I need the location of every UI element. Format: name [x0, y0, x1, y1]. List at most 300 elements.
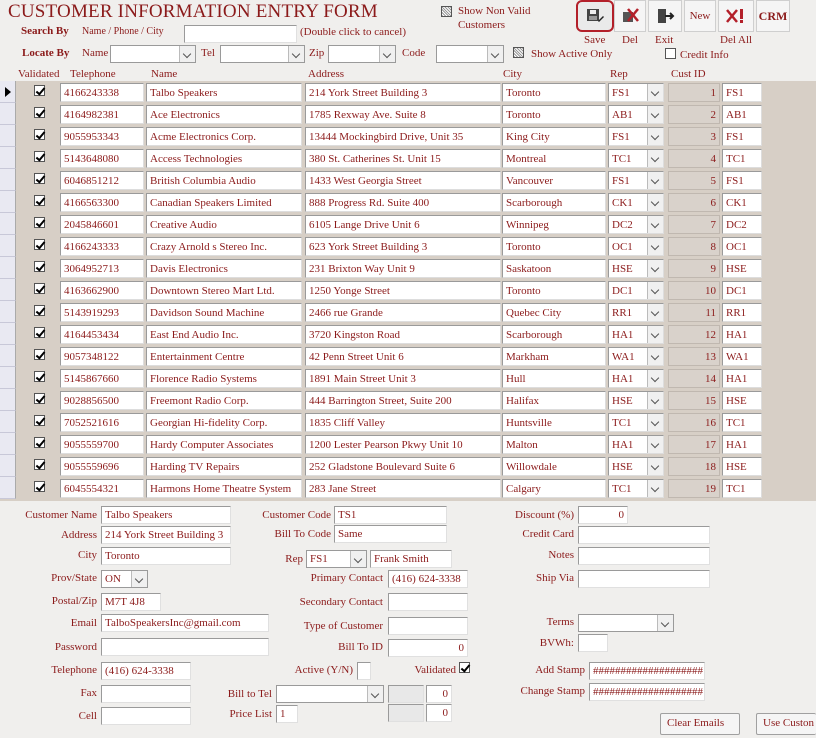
- rep-cell[interactable]: [608, 457, 664, 476]
- locate-code-combo[interactable]: [436, 45, 504, 63]
- chevron-down-icon[interactable]: [647, 106, 663, 123]
- row-selector[interactable]: [0, 169, 16, 191]
- row-selector[interactable]: [0, 103, 16, 125]
- cust-id-cell-text: 18: [705, 461, 716, 473]
- rep-cell[interactable]: [608, 281, 664, 300]
- row-selector[interactable]: [0, 301, 16, 323]
- code-cell[interactable]: [722, 435, 762, 454]
- chevron-down-icon[interactable]: [288, 46, 304, 62]
- cust-id-cell: [668, 259, 720, 278]
- code-cell[interactable]: [722, 259, 762, 278]
- row-selector[interactable]: [0, 235, 16, 257]
- bill-to-id-label: Bill To ID: [338, 641, 383, 653]
- show-non-valid-checkbox[interactable]: [441, 6, 452, 17]
- bill-to-code-field[interactable]: Same: [334, 525, 447, 543]
- address-cell-text: 888 Progress Rd. Suite 400: [309, 197, 430, 209]
- cust-id-cell: [668, 281, 720, 300]
- rep-cell-text: HSE: [612, 461, 633, 473]
- validated-checkbox[interactable]: [34, 349, 45, 360]
- credit-info-checkbox[interactable]: [665, 48, 676, 59]
- address-cell[interactable]: [305, 369, 501, 388]
- bill-to-id-field[interactable]: 0: [388, 639, 468, 657]
- chevron-down-icon[interactable]: [647, 128, 663, 145]
- telephone-cell[interactable]: [60, 479, 144, 498]
- address-cell-text: 283 Jane Street: [309, 483, 377, 495]
- code-cell[interactable]: [722, 369, 762, 388]
- rep-cell[interactable]: [608, 193, 664, 212]
- address-cell[interactable]: [305, 457, 501, 476]
- city-cell[interactable]: [502, 413, 606, 432]
- validated-checkbox[interactable]: [459, 662, 470, 673]
- validated-checkbox[interactable]: [34, 305, 45, 316]
- table-row[interactable]: [0, 147, 816, 169]
- show-non-valid-label: Show Non Valid: [458, 5, 531, 17]
- name-cell[interactable]: [146, 259, 302, 278]
- cust-id-cell: [668, 215, 720, 234]
- chevron-down-icon[interactable]: [647, 216, 663, 233]
- rep-cell[interactable]: [608, 83, 664, 102]
- table-row[interactable]: [0, 455, 816, 477]
- table-row[interactable]: [0, 477, 816, 499]
- chevron-down-icon[interactable]: [350, 551, 366, 567]
- notes-field[interactable]: [578, 547, 710, 565]
- show-non-valid-label-2: Customers: [458, 19, 506, 31]
- cell-field[interactable]: [101, 707, 191, 725]
- address-cell[interactable]: [305, 435, 501, 454]
- table-row[interactable]: [0, 81, 816, 103]
- rep-cell-text: CK1: [612, 197, 633, 209]
- delete-label: Del: [622, 34, 638, 46]
- rep-combo[interactable]: [306, 550, 367, 568]
- validated-checkbox[interactable]: [34, 217, 45, 228]
- city-cell-text: Toronto: [506, 87, 541, 99]
- cust-id-cell: [668, 237, 720, 256]
- name-cell[interactable]: [146, 105, 302, 124]
- chevron-down-icon[interactable]: [647, 194, 663, 211]
- current-row-arrow-icon: [5, 87, 11, 97]
- telephone-cell[interactable]: [60, 281, 144, 300]
- cust-id-cell: [668, 413, 720, 432]
- row-selector[interactable]: [0, 147, 16, 169]
- validated-checkbox[interactable]: [34, 239, 45, 250]
- code-cell[interactable]: [722, 171, 762, 190]
- code-cell[interactable]: [722, 479, 762, 498]
- postal-field[interactable]: M7T 4J8: [101, 593, 161, 611]
- telephone-cell[interactable]: [60, 347, 144, 366]
- rep-cell[interactable]: [608, 171, 664, 190]
- telephone-cell[interactable]: [60, 105, 144, 124]
- address-cell[interactable]: [305, 127, 501, 146]
- name-cell[interactable]: [146, 281, 302, 300]
- code-cell[interactable]: [722, 281, 762, 300]
- row-selector[interactable]: [0, 81, 16, 103]
- row-selector[interactable]: [0, 367, 16, 389]
- rep-cell-text: DC2: [612, 219, 633, 231]
- telephone-cell-text: 9055953343: [64, 131, 119, 143]
- rep-cell[interactable]: [608, 303, 664, 322]
- locate-by-label: Locate By: [22, 47, 70, 59]
- city-cell-text: Toronto: [506, 109, 541, 121]
- address-cell[interactable]: [305, 215, 501, 234]
- address-cell-text: 1835 Cliff Valley: [309, 417, 385, 429]
- address-cell-text: 3720 Kingston Road: [309, 329, 401, 341]
- fax-field[interactable]: [101, 685, 191, 703]
- table-row[interactable]: [0, 169, 816, 191]
- city-cell[interactable]: [502, 83, 606, 102]
- table-row[interactable]: [0, 367, 816, 389]
- table-row[interactable]: [0, 323, 816, 345]
- city-cell[interactable]: [502, 391, 606, 410]
- city-cell-text: Hull: [506, 373, 526, 385]
- telephone-cell-text: 9057348122: [64, 351, 119, 363]
- name-cell[interactable]: [146, 391, 302, 410]
- address-cell-text: 1250 Yonge Street: [309, 285, 390, 297]
- table-row[interactable]: [0, 433, 816, 455]
- table-row[interactable]: [0, 301, 816, 323]
- chevron-down-icon[interactable]: [647, 326, 663, 343]
- delete-all-button[interactable]: [718, 0, 754, 32]
- city-cell[interactable]: [502, 303, 606, 322]
- rep-cell-text: FS1: [612, 131, 630, 143]
- ship-via-field[interactable]: [578, 570, 710, 588]
- code-cell[interactable]: [722, 193, 762, 212]
- name-cell[interactable]: [146, 127, 302, 146]
- city-cell[interactable]: [502, 127, 606, 146]
- code-cell[interactable]: [722, 83, 762, 102]
- code-cell-text: HA1: [726, 373, 748, 385]
- row-selector[interactable]: [0, 389, 16, 411]
- rep-cell[interactable]: [608, 259, 664, 278]
- telephone-cell[interactable]: [60, 303, 144, 322]
- city-cell[interactable]: [502, 457, 606, 476]
- code-cell[interactable]: [722, 413, 762, 432]
- cell-label: Cell: [78, 710, 97, 722]
- delete-button[interactable]: [614, 0, 646, 32]
- rep-cell[interactable]: [608, 347, 664, 366]
- search-input[interactable]: [184, 25, 297, 43]
- address-cell[interactable]: [305, 259, 501, 278]
- discount-field[interactable]: 0: [578, 506, 628, 524]
- name-cell[interactable]: [146, 347, 302, 366]
- table-row[interactable]: [0, 279, 816, 301]
- validated-checkbox[interactable]: [34, 459, 45, 470]
- city-cell[interactable]: [502, 325, 606, 344]
- telephone-cell[interactable]: [60, 237, 144, 256]
- name-cell[interactable]: [146, 193, 302, 212]
- name-cell[interactable]: [146, 303, 302, 322]
- bvwh-field[interactable]: [578, 634, 608, 652]
- table-row[interactable]: [0, 125, 816, 147]
- telephone-cell[interactable]: [60, 369, 144, 388]
- address-label: Address: [60, 529, 97, 541]
- validated-checkbox[interactable]: [34, 151, 45, 162]
- bill-to-tel-value-1[interactable]: 0: [426, 685, 452, 703]
- name-cell[interactable]: [146, 215, 302, 234]
- telephone-cell[interactable]: [60, 193, 144, 212]
- name-cell[interactable]: [146, 325, 302, 344]
- city-cell[interactable]: [502, 369, 606, 388]
- rep-cell[interactable]: [608, 479, 664, 498]
- chevron-down-icon[interactable]: [647, 414, 663, 431]
- address-cell[interactable]: [305, 391, 501, 410]
- credit-card-label: Credit Card: [522, 528, 574, 540]
- rep-cell[interactable]: [608, 127, 664, 146]
- telephone-cell[interactable]: [60, 391, 144, 410]
- validated-checkbox[interactable]: [34, 85, 45, 96]
- telephone-cell[interactable]: [60, 435, 144, 454]
- name-cell[interactable]: [146, 171, 302, 190]
- chevron-down-icon[interactable]: [647, 304, 663, 321]
- code-cell[interactable]: [722, 237, 762, 256]
- change-stamp-field: ####################: [589, 683, 705, 701]
- validated-checkbox[interactable]: [34, 371, 45, 382]
- cust-id-cell: [668, 83, 720, 102]
- row-selector[interactable]: [0, 455, 16, 477]
- telephone-cell-text: 4166563300: [64, 197, 119, 209]
- address-cell[interactable]: [305, 413, 501, 432]
- chevron-down-icon[interactable]: [647, 282, 663, 299]
- validated-checkbox[interactable]: [34, 283, 45, 294]
- address-cell[interactable]: [305, 171, 501, 190]
- address-cell[interactable]: [305, 237, 501, 256]
- name-cell[interactable]: [146, 369, 302, 388]
- exit-button[interactable]: [648, 0, 682, 32]
- clear-emails-button[interactable]: Clear Emails: [660, 713, 740, 735]
- address-field[interactable]: 214 York Street Building 3: [101, 526, 231, 544]
- city-cell[interactable]: [502, 435, 606, 454]
- customer-code-field[interactable]: TS1: [334, 506, 447, 524]
- chevron-down-icon[interactable]: [647, 238, 663, 255]
- price-list-field[interactable]: 1: [276, 705, 298, 723]
- name-cell[interactable]: [146, 237, 302, 256]
- telephone-cell-text: 3064952713: [64, 263, 119, 275]
- bill-to-code-label: Bill To Code: [274, 528, 331, 540]
- code-cell[interactable]: [722, 303, 762, 322]
- table-row[interactable]: [0, 411, 816, 433]
- chevron-down-icon[interactable]: [647, 150, 663, 167]
- telephone-cell[interactable]: [60, 325, 144, 344]
- table-row[interactable]: [0, 103, 816, 125]
- address-cell[interactable]: [305, 193, 501, 212]
- city-cell[interactable]: [502, 105, 606, 124]
- city-cell[interactable]: [502, 171, 606, 190]
- validated-checkbox[interactable]: [34, 393, 45, 404]
- rep-cell[interactable]: [608, 391, 664, 410]
- table-row[interactable]: [0, 345, 816, 367]
- rep-cell-text: HSE: [612, 263, 633, 275]
- row-selector[interactable]: [0, 477, 16, 499]
- rep-cell[interactable]: [608, 215, 664, 234]
- chevron-down-icon[interactable]: [179, 46, 195, 62]
- locate-tel-label: Tel: [201, 47, 215, 59]
- code-cell[interactable]: [722, 149, 762, 168]
- address-cell[interactable]: [305, 83, 501, 102]
- row-selector[interactable]: [0, 191, 16, 213]
- terms-combo[interactable]: [578, 614, 674, 632]
- crm-button[interactable]: [756, 0, 790, 32]
- rep-cell[interactable]: [608, 369, 664, 388]
- rep-label: Rep: [285, 553, 303, 565]
- table-row[interactable]: [0, 257, 816, 279]
- row-selector[interactable]: [0, 213, 16, 235]
- city-field[interactable]: Toronto: [101, 547, 231, 565]
- address-cell[interactable]: [305, 303, 501, 322]
- city-cell-text: Scarborough: [506, 329, 563, 341]
- code-cell[interactable]: [722, 105, 762, 124]
- save-button[interactable]: [576, 0, 614, 32]
- city-cell[interactable]: [502, 259, 606, 278]
- show-active-only-label: Show Active Only: [531, 48, 613, 60]
- city-cell[interactable]: [502, 479, 606, 498]
- secondary-contact-field[interactable]: [388, 593, 468, 611]
- chevron-down-icon[interactable]: [647, 370, 663, 387]
- rep-cell[interactable]: [608, 105, 664, 124]
- chevron-down-icon[interactable]: [487, 46, 503, 62]
- table-row[interactable]: [0, 235, 816, 257]
- customer-name-field[interactable]: Talbo Speakers: [101, 506, 231, 524]
- credit-card-field[interactable]: [578, 526, 710, 544]
- city-cell[interactable]: [502, 347, 606, 366]
- chevron-down-icon[interactable]: [379, 46, 395, 62]
- code-cell-text: TC1: [726, 417, 746, 429]
- rep-cell[interactable]: [608, 237, 664, 256]
- row-selector[interactable]: [0, 279, 16, 301]
- telephone-cell[interactable]: [60, 457, 144, 476]
- address-cell[interactable]: [305, 149, 501, 168]
- bill-to-tel-value-2[interactable]: 0: [426, 704, 452, 722]
- locate-name-combo[interactable]: [110, 45, 196, 63]
- city-cell-text: Vancouver: [506, 175, 554, 187]
- locate-tel-combo[interactable]: [220, 45, 305, 63]
- code-cell[interactable]: [722, 391, 762, 410]
- telephone-cell-text: 2045846601: [64, 219, 119, 231]
- validated-checkbox[interactable]: [34, 415, 45, 426]
- chevron-down-icon[interactable]: [647, 260, 663, 277]
- city-cell[interactable]: [502, 281, 606, 300]
- chevron-down-icon[interactable]: [647, 436, 663, 453]
- code-cell-text: HA1: [726, 329, 748, 341]
- city-cell[interactable]: [502, 237, 606, 256]
- use-custom-button[interactable]: Use Custon: [756, 713, 816, 735]
- telephone-cell-text: 4164453434: [64, 329, 119, 341]
- validated-checkbox[interactable]: [34, 107, 45, 118]
- telephone-cell[interactable]: [60, 215, 144, 234]
- address-cell[interactable]: [305, 281, 501, 300]
- city-cell-text: Toronto: [506, 285, 541, 297]
- rep-cell[interactable]: [608, 325, 664, 344]
- row-selector[interactable]: [0, 345, 16, 367]
- code-cell[interactable]: [722, 457, 762, 476]
- address-cell[interactable]: [305, 347, 501, 366]
- validated-checkbox[interactable]: [34, 327, 45, 338]
- rep-name-field[interactable]: Frank Smith: [370, 550, 452, 568]
- code-cell-text: HA1: [726, 439, 748, 451]
- chevron-down-icon[interactable]: [647, 172, 663, 189]
- rep-cell[interactable]: [608, 413, 664, 432]
- email-field[interactable]: TalboSpeakersInc@gmail.com: [101, 614, 269, 632]
- chevron-down-icon[interactable]: [647, 392, 663, 409]
- chevron-down-icon[interactable]: [647, 84, 663, 101]
- name-cell-text: Florence Radio Systems: [150, 373, 257, 385]
- address-cell[interactable]: [305, 479, 501, 498]
- table-row[interactable]: [0, 213, 816, 235]
- validated-checkbox[interactable]: [34, 195, 45, 206]
- validated-checkbox[interactable]: [34, 261, 45, 272]
- bill-to-tel-combo[interactable]: [276, 685, 384, 703]
- rep-cell-text: DC1: [612, 285, 633, 297]
- locate-zip-combo[interactable]: [328, 45, 396, 63]
- address-cell[interactable]: [305, 325, 501, 344]
- name-cell[interactable]: [146, 149, 302, 168]
- chevron-down-icon[interactable]: [657, 615, 673, 631]
- name-cell[interactable]: [146, 435, 302, 454]
- cust-id-cell: [668, 435, 720, 454]
- row-selector[interactable]: [0, 125, 16, 147]
- type-of-customer-field[interactable]: [388, 617, 468, 635]
- name-cell[interactable]: [146, 457, 302, 476]
- name-cell[interactable]: [146, 479, 302, 498]
- row-selector[interactable]: [0, 433, 16, 455]
- telephone-cell[interactable]: [60, 413, 144, 432]
- telephone-cell-text: 4164982381: [64, 109, 119, 121]
- address-cell[interactable]: [305, 105, 501, 124]
- exit-icon: [655, 7, 675, 25]
- telephone-cell[interactable]: [60, 259, 144, 278]
- save-label: Save: [584, 34, 606, 46]
- name-cell[interactable]: [146, 83, 302, 102]
- telephone-field[interactable]: (416) 624-3338: [101, 662, 191, 680]
- chevron-down-icon[interactable]: [647, 458, 663, 475]
- cust-id-cell-text: 11: [705, 307, 716, 319]
- name-cell[interactable]: [146, 413, 302, 432]
- city-cell[interactable]: [502, 149, 606, 168]
- telephone-cell[interactable]: [60, 171, 144, 190]
- active-field[interactable]: [357, 662, 371, 680]
- rep-cell-text: HA1: [612, 439, 634, 451]
- telephone-cell[interactable]: [60, 127, 144, 146]
- row-selector[interactable]: [0, 257, 16, 279]
- chevron-down-icon[interactable]: [647, 348, 663, 365]
- city-cell[interactable]: [502, 215, 606, 234]
- row-selector[interactable]: [0, 323, 16, 345]
- row-selector[interactable]: [0, 411, 16, 433]
- validated-checkbox[interactable]: [34, 481, 45, 492]
- table-row[interactable]: [0, 389, 816, 411]
- address-cell-text: 1785 Rexway Ave. Suite 8: [309, 109, 426, 121]
- show-active-only-checkbox[interactable]: [513, 47, 524, 58]
- code-cell[interactable]: [722, 215, 762, 234]
- table-row[interactable]: [0, 191, 816, 213]
- telephone-cell[interactable]: [60, 149, 144, 168]
- city-cell[interactable]: [502, 193, 606, 212]
- rep-cell[interactable]: [608, 149, 664, 168]
- chevron-down-icon[interactable]: [647, 480, 663, 497]
- primary-contact-field[interactable]: (416) 624-3338: [388, 570, 468, 588]
- cust-id-cell-text: 17: [705, 439, 716, 451]
- validated-checkbox[interactable]: [34, 437, 45, 448]
- validated-checkbox[interactable]: [34, 129, 45, 140]
- code-cell[interactable]: [722, 347, 762, 366]
- code-cell[interactable]: [722, 325, 762, 344]
- new-button[interactable]: [684, 0, 716, 32]
- validated-checkbox[interactable]: [34, 173, 45, 184]
- code-cell[interactable]: [722, 127, 762, 146]
- telephone-cell[interactable]: [60, 83, 144, 102]
- chevron-down-icon[interactable]: [367, 686, 383, 702]
- chevron-down-icon[interactable]: [131, 571, 147, 587]
- rep-cell[interactable]: [608, 435, 664, 454]
- prov-combo[interactable]: [101, 570, 148, 588]
